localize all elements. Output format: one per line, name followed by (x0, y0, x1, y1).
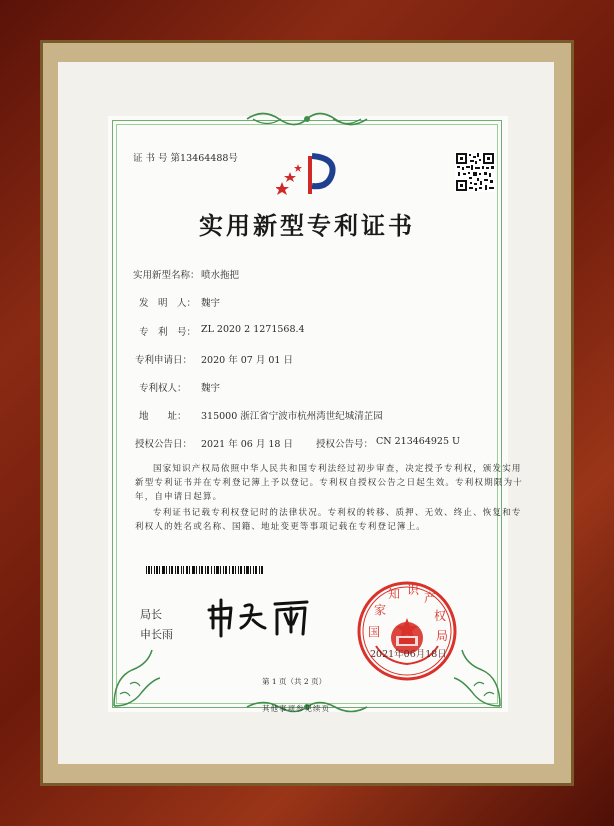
name-label: 实用新型名称： (133, 270, 200, 281)
corner-ornament-bl-icon (112, 648, 162, 708)
svg-text:家: 家 (374, 603, 387, 617)
director-signature-icon (205, 598, 317, 638)
patent-logo-icon (276, 152, 340, 196)
inventor-value: 魏宇 (201, 298, 221, 309)
svg-text:识: 识 (407, 583, 420, 597)
certificate-title: 实用新型专利证书 (199, 211, 415, 240)
top-ornament-icon (243, 108, 371, 130)
address-value: 315000 浙江省宁波市杭州湾世纪城清芷园 (201, 411, 383, 422)
svg-text:权: 权 (434, 609, 447, 623)
seal-date: 2021年06月18日 (370, 649, 447, 660)
svg-text:产: 产 (424, 591, 437, 605)
body-line: 国家知识产权局依照中华人民共和国专利法经过初步审查，决定授予专利权，颁发实用 (153, 464, 522, 474)
patent-number-value: ZL 2020 2 1271568.4 (201, 324, 305, 335)
address-label: 地 址： (139, 411, 187, 422)
official-seal-icon (356, 580, 458, 682)
patent-number-label: 专 利 号： (139, 327, 197, 338)
filing-date-value: 2020 年 07 月 01 日 (201, 355, 293, 366)
footer-note: 其他事项参见续页 (262, 704, 330, 713)
grant-date-label: 授权公告日： (135, 439, 193, 450)
body-line: 年，自申请日起算。 (135, 492, 223, 502)
barcode-icon (146, 566, 264, 574)
grant-date-value: 2021 年 06 月 18 日 (201, 439, 293, 450)
svg-text:知: 知 (388, 587, 401, 601)
body-line: 利权人的姓名或名称、国籍、地址变更等事项记载在专利登记簿上。 (135, 522, 427, 532)
grant-number-label: 授权公告号： (316, 439, 374, 450)
grant-number-value: CN 213464925 U (376, 436, 461, 447)
body-line: 新型专利证书并在专利登记簿上予以登记。专利权自授权公告之日起生效。专利权期限为十 (135, 478, 524, 488)
director-title: 局长 (140, 608, 162, 621)
qr-code-icon (455, 152, 495, 192)
svg-text:国: 国 (368, 625, 381, 639)
page-info: 第 1 页（共 2 页） (262, 677, 327, 686)
name-value: 喷水拖把 (201, 270, 240, 281)
patentee-label: 专利权人： (139, 383, 187, 394)
inventor-label: 发 明 人： (139, 298, 197, 309)
filing-date-label: 专利申请日： (135, 355, 193, 366)
corner-ornament-br-icon (452, 648, 502, 708)
certificate-number: 证 书 号 第13464488号 (133, 153, 238, 164)
director-name: 申长雨 (140, 628, 173, 641)
patentee-value: 魏宇 (201, 383, 221, 394)
svg-text:局: 局 (436, 629, 449, 643)
body-line: 专利证书记载专利权登记时的法律状况。专利权的转移、质押、无效、终止、恢复和专 (153, 508, 522, 518)
